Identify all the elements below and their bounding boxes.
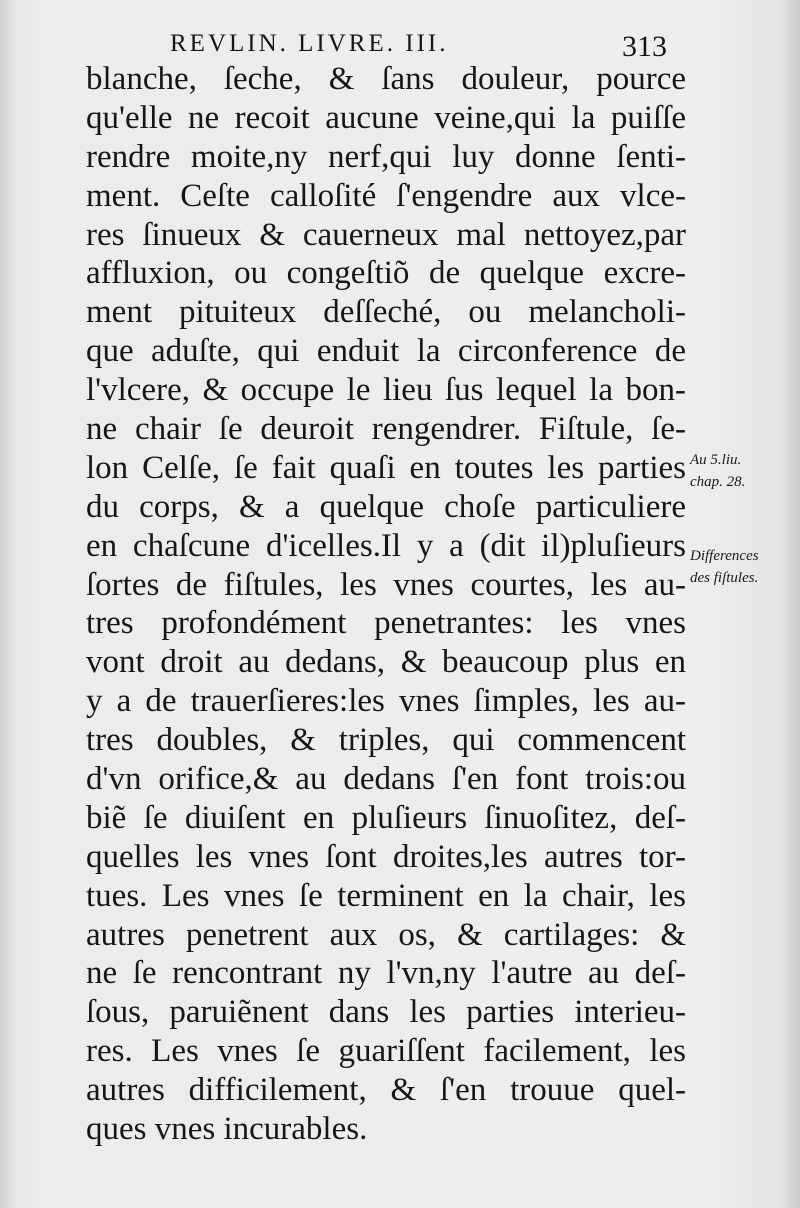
text-line: ment pituiteux deſſeché, ou melancholi- — [86, 294, 686, 331]
margin-note-line: Au 5.liu. — [690, 452, 742, 468]
margin-note-line: des fiſtules. — [690, 570, 759, 586]
margin-note-celse-reference — [690, 449, 745, 493]
text-line: rendre moite,ny nerf,qui luy donne ſenti- — [86, 138, 686, 175]
running-head — [170, 30, 690, 64]
text-line: que aduſte, qui enduit la circonference de — [86, 333, 686, 370]
text-line: autres difficilement, & ſ'en trouue quel- — [86, 1072, 686, 1109]
text-line: blanche, ſeche, & ſans douleur, pource — [86, 61, 686, 97]
running-title: REVLIN. LIVRE. III. — [170, 30, 449, 57]
text-line: ſortes de fiſtules, les vnes courtes, les au- — [86, 566, 686, 603]
text-line: en chaſcune d'icelles.Il y a (dit il)pluſieurs — [86, 527, 686, 564]
text-line: ne ſe rencontrant ny l'vn,ny l'autre au deſ- — [86, 955, 686, 992]
text-line: autres penetrent aux os, & cartilages: & — [86, 916, 686, 953]
text-line: affluxion, ou congeſtiõ de quelque excre- — [86, 255, 686, 292]
text-line: ques vnes incurables. — [86, 1111, 368, 1148]
text-line: l'vlcere, & occupe le lieu ſus lequel la bon- — [86, 372, 686, 409]
text-line: vont droit au dedans, & beaucoup plus en — [86, 644, 686, 681]
body-text — [86, 60, 686, 1149]
text-line: tres doubles, & triples, qui commencent — [86, 722, 686, 759]
text-line: du corps, & a quelque choſe particuliere — [86, 488, 686, 525]
text-line: qu'elle ne recoit aucune veine,qui la puiſſe — [86, 99, 686, 136]
text-line: tres profondément penetrantes: les vnes — [86, 605, 686, 642]
text-line: quelles les vnes ſont droites,les autres tor- — [86, 838, 686, 875]
text-line: res. Les vnes ſe guariſſent facilement, les — [86, 1033, 686, 1070]
text-line: tues. Les vnes ſe terminent en la chair, les — [86, 877, 686, 914]
margin-note-differences — [690, 545, 759, 589]
text-line: d'vn orifice,& au dedans ſ'en font trois:ou — [86, 761, 686, 798]
margin-note-line: chap. 28. — [690, 474, 746, 490]
margin-note-line: Differences — [690, 548, 759, 564]
text-line: res ſinueux & cauerneux mal nettoyez,par — [86, 216, 686, 253]
text-line: biẽ ſe diuiſent en pluſieurs ſinuoſitez, deſ- — [86, 799, 686, 836]
page-number: 313 — [622, 30, 667, 63]
text-line: lon Celſe, ſe fait quaſi en toutes les parties — [86, 449, 686, 486]
text-line: ment. Ceſte calloſité ſ'engendre aux vlce- — [86, 177, 686, 214]
text-line: ſous, paruiẽnent dans les parties interieu- — [86, 994, 686, 1031]
text-line: ne chair ſe deuroit rengendrer. Fiſtule, ſe- — [86, 411, 686, 448]
text-line: y a de trauerſieres:les vnes ſimples, les au- — [86, 683, 686, 720]
